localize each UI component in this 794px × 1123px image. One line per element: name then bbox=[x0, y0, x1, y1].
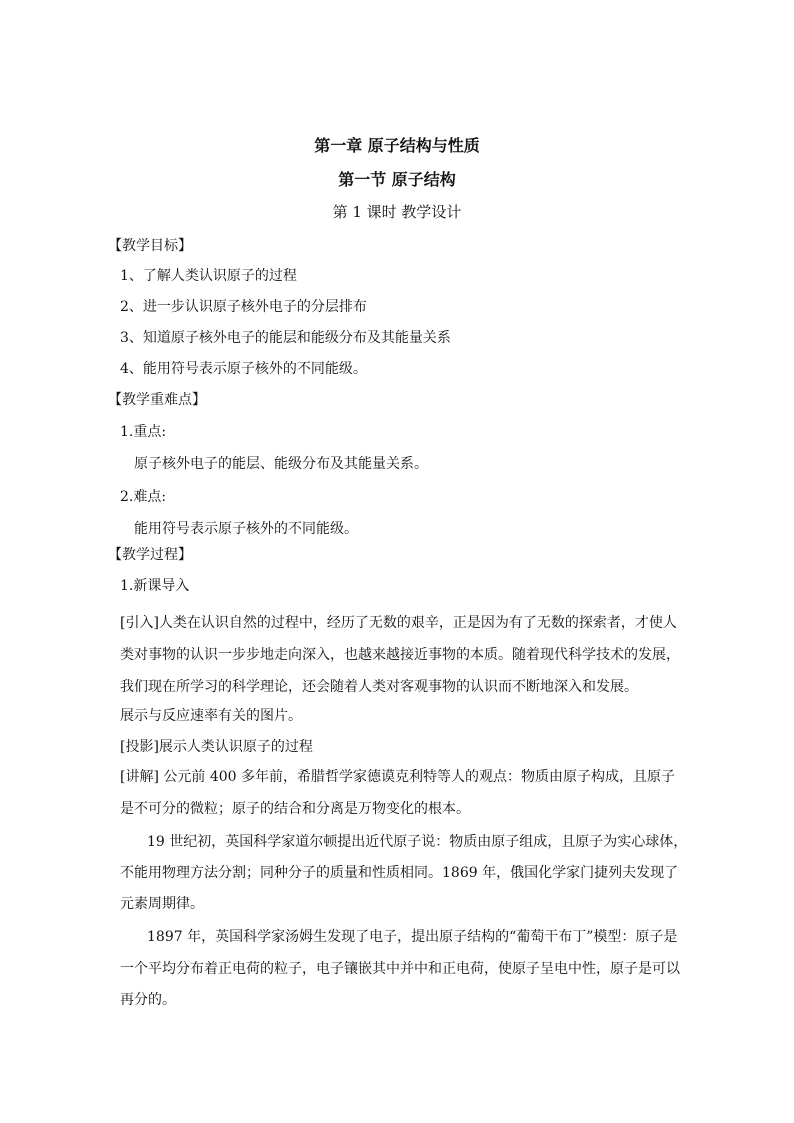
lesson-title: 第 1 课时 教学设计 bbox=[332, 203, 462, 221]
chapter-title: 第一章 原子结构与性质 bbox=[314, 136, 480, 155]
projection-line: [投影]展示人类认识原子的过程 bbox=[120, 739, 313, 755]
intro-line: 类对事物的认识一步步地走向深入，也越来越接近事物的本质。随着现代科学技术的发展， bbox=[120, 647, 680, 663]
explain-line: 是不可分的微粒；原子的结合和分离是万物变化的根本。 bbox=[120, 801, 470, 817]
thomson-line: 1897 年，英国科学家汤姆生发现了电子，提出原子结构的“葡萄干布丁”模型：原子是 bbox=[147, 929, 678, 945]
key-points-heading: 【教学重难点】 bbox=[108, 392, 206, 408]
dalton-line: 不能用物理方法分割；同种分子的质量和性质相同。1869 年，俄国化学家门捷列夫发现了 bbox=[120, 865, 679, 881]
objective-item: 4、能用符号表示原子核外的不同能级。 bbox=[120, 361, 367, 377]
show-pictures-line: 展示与反应速率有关的图片。 bbox=[120, 708, 302, 724]
thomson-line: 再分的。 bbox=[120, 992, 176, 1008]
objective-item: 3、知道原子核外电子的能层和能级分布及其能量关系 bbox=[120, 330, 451, 346]
objective-item: 2、进一步认识原子核外电子的分层排布 bbox=[120, 299, 367, 315]
process-subheading: 1.新课导入 bbox=[120, 578, 190, 594]
difficult-point-text: 能用符号表示原子核外的不同能级。 bbox=[134, 521, 358, 537]
thomson-line: 一个平均分布着正电荷的粒子，电子镶嵌其中并中和正电荷，使原子呈电中性，原子是可以 bbox=[120, 961, 680, 977]
dalton-line: 19 世纪初，英国科学家道尔顿提出近代原子说：物质由原子组成，且原子为实心球体， bbox=[147, 834, 688, 850]
objectives-heading: 【教学目标】 bbox=[108, 238, 192, 254]
section-title: 第一节 原子结构 bbox=[338, 170, 456, 189]
process-heading: 【教学过程】 bbox=[108, 547, 192, 563]
difficult-point-label: 2.难点: bbox=[120, 489, 167, 505]
dalton-line: 元素周期律。 bbox=[120, 896, 204, 912]
key-point-label: 1.重点: bbox=[120, 424, 167, 440]
intro-line: [引入]人类在认识自然的过程中，经历了无数的艰辛，正是因为有了无数的探索者，才使人 bbox=[120, 615, 677, 631]
key-point-text: 原子核外电子的能层、能级分布及其能量关系。 bbox=[134, 456, 428, 472]
intro-line: 我们现在所学习的科学理论，还会随着人类对客观事物的认识而不断地深入和发展。 bbox=[120, 679, 638, 695]
objective-item: 1、了解人类认识原子的过程 bbox=[120, 268, 297, 284]
explain-line: [讲解] 公元前 400 多年前，希腊哲学家德谟克利特等人的观点：物质由原子构成，且原子 bbox=[120, 769, 675, 785]
